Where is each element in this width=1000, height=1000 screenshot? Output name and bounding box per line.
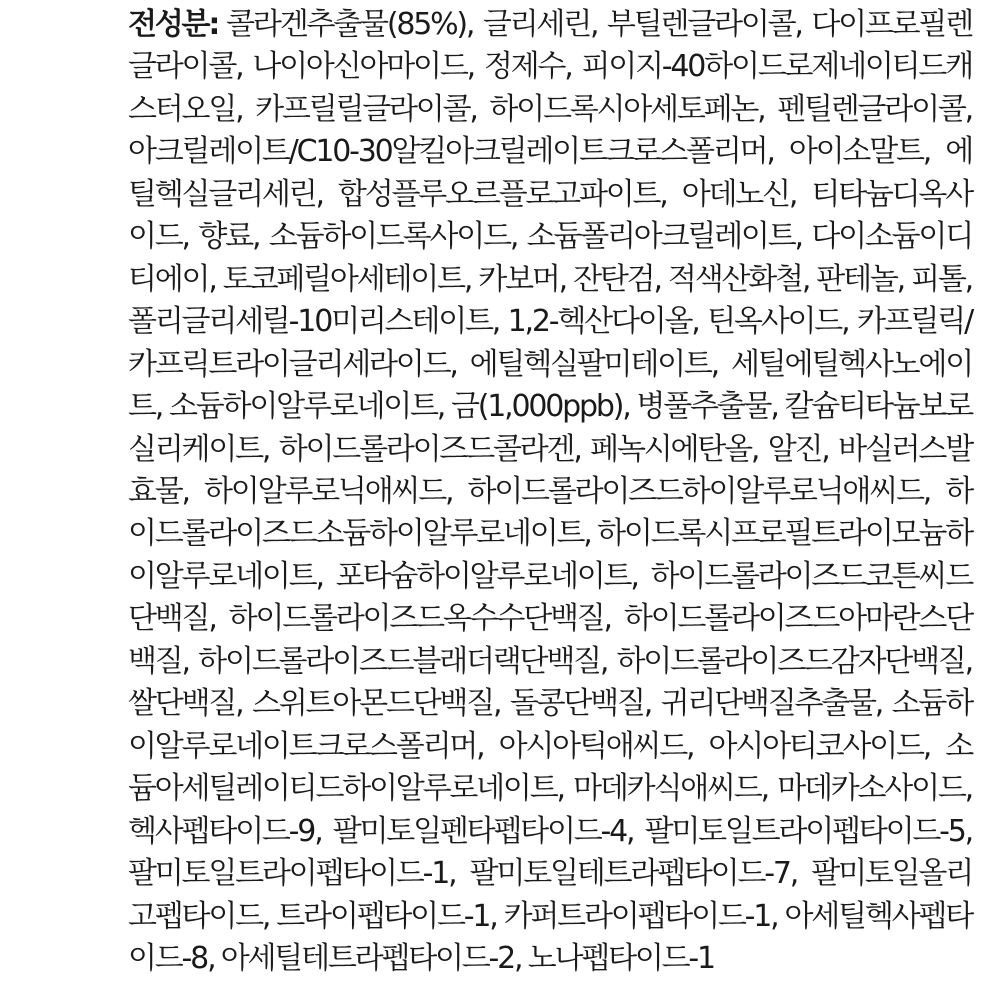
ingredients-text: 콜라겐추출물(85%), 글리세린, 부틸렌글라이콜, 다이프로필렌글라이콜, 나이아신아마이드, 정제수, 피이지-40하이드로제네이티드캐스터오일, 카프릴릴글라이콜, 하이드록시아세토페논, 펜틸렌글라이콜, 아크릴레이트/C10-30알킬아크릴레이트크로스폴리머, 아이소말트, 에틸헥실글리세린, 합성플루오르플로고파이트, 아데노신, 티타늄디옥사이드, 향료, 소듐하이드록사이드, 소듐폴리아크릴레이트, 다이소듐이디티에이, 토코페릴아세테이트, 카보머, 잔탄검, 적색산화철, 판테놀, 피톨, 폴리글리세릴-10미리스테이트, 1,2-헥산다이올, 틴옥사이드, 카프릴릭/카프릭트라이글리세라이드, 에틸헥실팔미테이트, 세틸에틸헥사노에이트, 소듐하이알루로네이트, 금(1,000ppb), 병풀추출물, 칼슘티타늄보로실리케이트, 하이드롤라이즈드콜라겐, 페녹시에탄올, 알진, 바실러스발효물, 하이알루로닉애씨드, 하이드롤라이즈드하이알루로닉애씨드, 하이드롤라이즈드소듐하이알루로네이트, 하이드록시프로필트라이모늄하이알루로네이트, 포타슘하이알루로네이트, 하이드롤라이즈드코튼씨드단백질, 하이드롤라이즈드옥수수단백질, 하이드롤라이즈드아마란스단백질, 하이드롤라이즈드블래더랙단백질, 하이드롤라이즈드감자단백질, 쌀단백질, 스위트아몬드단백질, 돌콩단백질, 귀리단백질추출물, 소듐하이알루로네이트크로스폴리머, 아시아틱애씨드, 아시아티코사이드, 소듐아세틸레이티드하이알루로네이트, 마데카식애씨드, 마데카소사이드, 헥사펩타이드-9, 팔미토일펜타펩타이드-4, 팔미토일트라이펩타이드-5, 팔미토일트라이펩타이드-1, 팔미토일테트라펩타이드-7, 팔미토일올리고펩타이드, 트라이펩타이드-1, 카퍼트라이펩타이드-1, 아세틸헥사펩타이드-8, 아세틸테트라펩타이드-2, 노나펩타이드-1 xyxy=(128,7,972,976)
ingredients-label: 전성분: xyxy=(128,7,219,42)
ingredient-list xyxy=(128,4,972,980)
